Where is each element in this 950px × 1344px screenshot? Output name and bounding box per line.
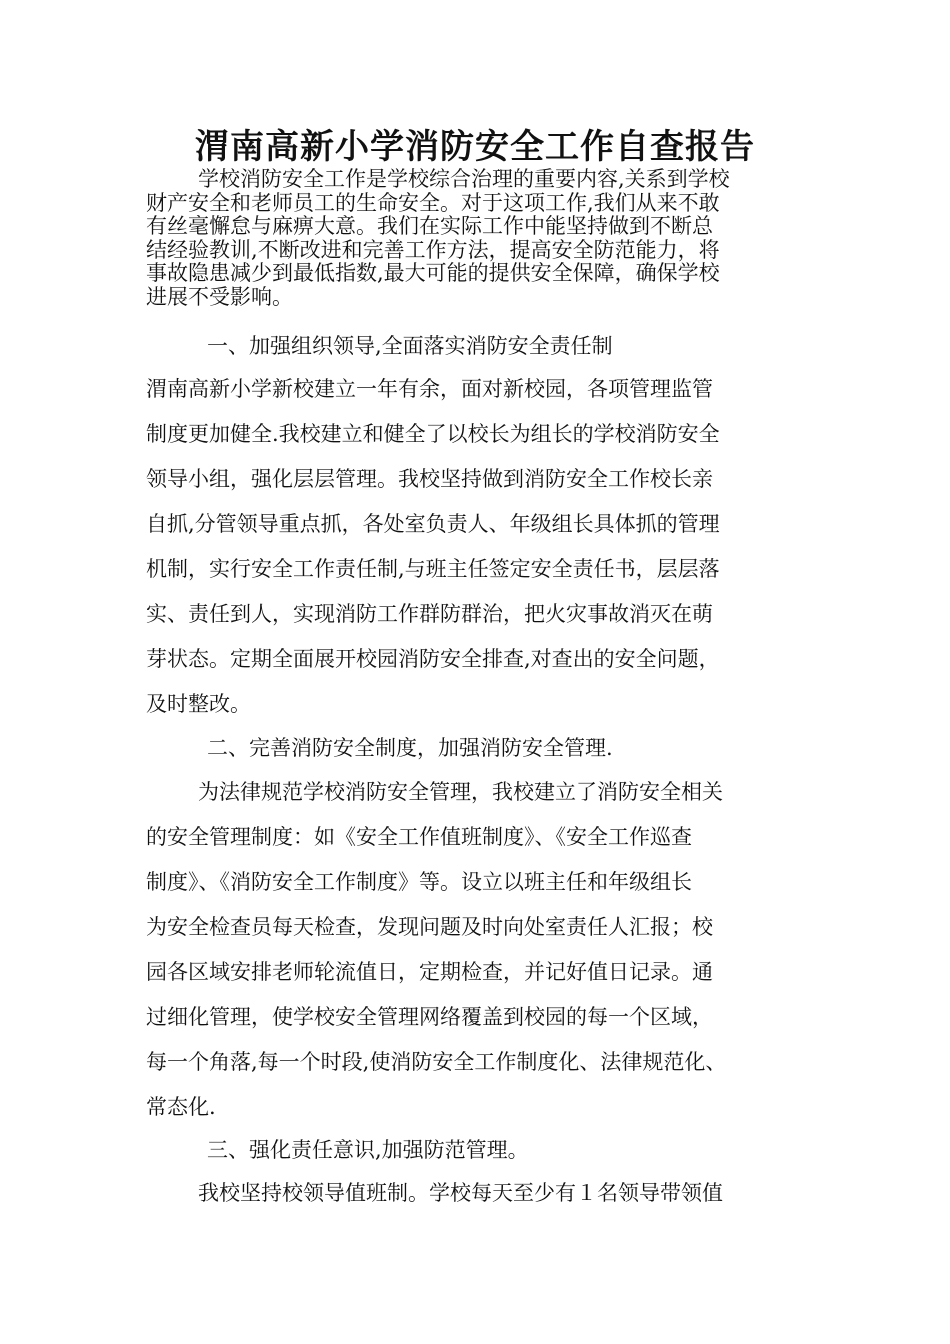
paragraph-line: 领导小组，强化层层管理。我校坚持做到消防安全工作校长亲 [146,467,713,491]
intro-line: 进展不受影响。 [146,284,293,309]
section-heading-3: 三、强化责任意识,加强防范管理。 [207,1138,529,1162]
paragraph-line: 为法律规范学校消防安全管理，我校建立了消防安全相关 [198,780,723,804]
paragraph-line: 实、责任到人，实现消防工作群防群治，把火灾事故消灭在萌 [146,602,713,626]
document-title: 渭南高新小学消防安全工作自查报告 [195,127,755,167]
section-1-paragraph [146,367,826,727]
paragraph-line: 及时整改。 [146,692,251,716]
paragraph-line: 每一个角落,每一个时段,使消防安全工作制度化、法律规范化、 [146,1050,727,1074]
paragraph-line: 我校坚持校领导值班制。学校每天至少有１名领导带领值 [198,1181,723,1205]
paragraph-line: 制度》、《消防安全工作制度》等。设立以班主任和年级组长 [146,870,692,894]
section-2-paragraph [146,770,826,1130]
paragraph-line: 园各区域安排老师轮流值日，定期检查，并记好值日记录。通 [146,960,713,984]
intro-line: 结经验教训,不断改进和完善工作方法，提高安全防范能力，将 [146,237,720,262]
section-heading-2: 二、完善消防安全制度，加强消防安全管理. [207,736,613,760]
section-3-paragraph [146,1171,826,1216]
intro-line: 学校消防安全工作是学校综合治理的重要内容,关系到学校 [198,167,730,191]
section-heading-1: 一、加强组织领导,全面落实消防安全责任制 [207,334,613,358]
paragraph-line: 的安全管理制度：如《安全工作值班制度》、《安全工作巡查 [146,825,692,849]
paragraph-line: 芽状态。定期全面展开校园消防安全排查,对查出的安全问题， [146,647,720,671]
paragraph-line: 自抓,分管领导重点抓，各处室负责人、年级组长具体抓的管理 [146,512,720,536]
intro-line: 事故隐患减少到最低指数,最大可能的提供安全保障，确保学校 [146,261,720,285]
intro-line: 有丝毫懈怠与麻痹大意。我们在实际工作中能坚持做到不断总 [146,214,713,238]
paragraph-line: 为安全检查员每天检查，发现问题及时向处室责任人汇报；校 [146,915,713,939]
intro-paragraph [146,168,806,309]
paragraph-line: 过细化管理，使学校安全管理网络覆盖到校园的每一个区域， [146,1005,713,1029]
paragraph-line: 渭南高新小学新校建立一年有余，面对新校园，各项管理监管 [146,377,713,401]
intro-line: 财产安全和老师员工的生命安全。对于这项工作,我们从来不敢 [146,190,720,215]
paragraph-line: 机制，实行安全工作责任制,与班主任签定安全责任书，层层落 [146,557,720,581]
paragraph-line: 制度更加健全.我校建立和健全了以校长为组长的学校消防安全 [146,422,720,446]
paragraph-line: 常态化. [146,1095,216,1119]
